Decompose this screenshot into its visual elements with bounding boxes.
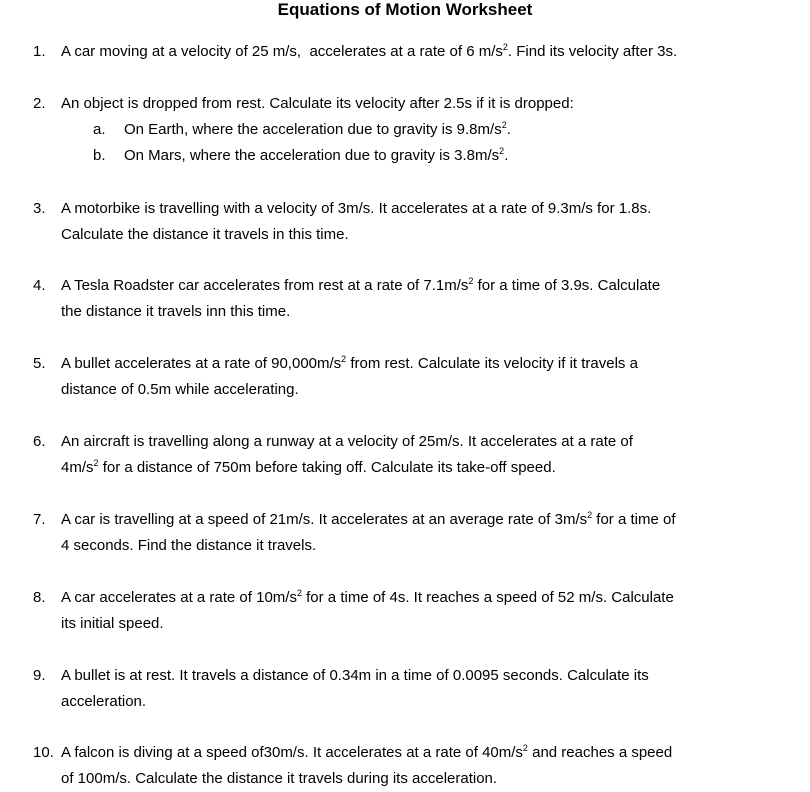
question-6 (33, 429, 773, 481)
sub-question-label: b. (93, 147, 106, 164)
sub-question-text: On Mars, where the acceleration due to gravity is $3.8m/s^2$. (124, 146, 509, 164)
question-text: A car accelerates at a rate of $10m/s^2$ for a time of 4s. It reaches a speed of 52 m/s. Calculate its initial speed. (61, 588, 674, 632)
question-1 (33, 39, 773, 65)
question-10 (33, 740, 773, 792)
question-number: 6. (33, 433, 46, 450)
question-text: A Tesla Roadster car accelerates from rest at a rate of $7.1m/s^2$ for a time of 3.9s. Calculate the distance it travels inn this time. (61, 276, 661, 320)
sub-question-label: a. (93, 121, 106, 138)
question-number: 7. (33, 511, 46, 528)
question-number: 5. (33, 355, 46, 372)
question-text: An object is dropped from rest. Calculate its velocity after 2.5s if it is dropped: (61, 95, 574, 112)
question-text: A motorbike is travelling with a velocity of 3m/s. It accelerates at a rate of 9.3m/s for 1.8s. Calculate the distance it travels in this time. (61, 200, 652, 243)
question-9 (33, 663, 773, 715)
question-number: 1. (33, 43, 46, 60)
sub-question-b (93, 143, 773, 169)
question-number: 4. (33, 277, 46, 294)
question-text: A car is travelling at a speed of 21m/s. It accelerates at an average rate of $3m/s^2$ for a time of 4 seconds. Find the distance it travels. (61, 510, 676, 554)
question-8 (33, 585, 773, 637)
question-number: 3. (33, 200, 46, 217)
question-2 (33, 91, 773, 169)
question-number: 8. (33, 589, 46, 606)
question-7 (33, 507, 773, 559)
sub-question-text: On Earth, where the acceleration due to gravity is $9.8m/s^2$. (124, 120, 511, 138)
question-text: A bullet is at rest. It travels a distance of 0.34m in a time of 0.0095 seconds. Calculate its acceleration. (61, 667, 649, 710)
question-number: 10. (33, 744, 54, 761)
question-number: 2. (33, 95, 46, 112)
question-number: 9. (33, 667, 46, 684)
question-text: An aircraft is travelling along a runway at a velocity of 25m/s. It accelerates at a rate of $4m/s^2$ for a distance of 750m before taking off. Calculate its take-off speed. (61, 433, 633, 476)
sub-question-a (93, 117, 773, 143)
question-text: A bullet accelerates at a rate of $90,000m/s^2$ from rest. Calculate its velocity if it travels a distance of 0.5m while accelerating. (61, 354, 638, 398)
question-text: A car moving at a velocity of 25 m/s, accelerates at a rate of 6 $m/s^2$. Find its velocity after 3s. (61, 42, 678, 60)
question-text: A falcon is diving at a speed of30m/s. It accelerates at a rate of $40m/s^2$ and reaches a speed of 100m/s. Calculate the distance it travels during its acceleration. (61, 743, 673, 787)
worksheet-title: Equations of Motion Worksheet (277, 0, 533, 19)
question-5 (33, 351, 773, 403)
question-4 (33, 273, 773, 325)
question-3 (33, 196, 773, 248)
